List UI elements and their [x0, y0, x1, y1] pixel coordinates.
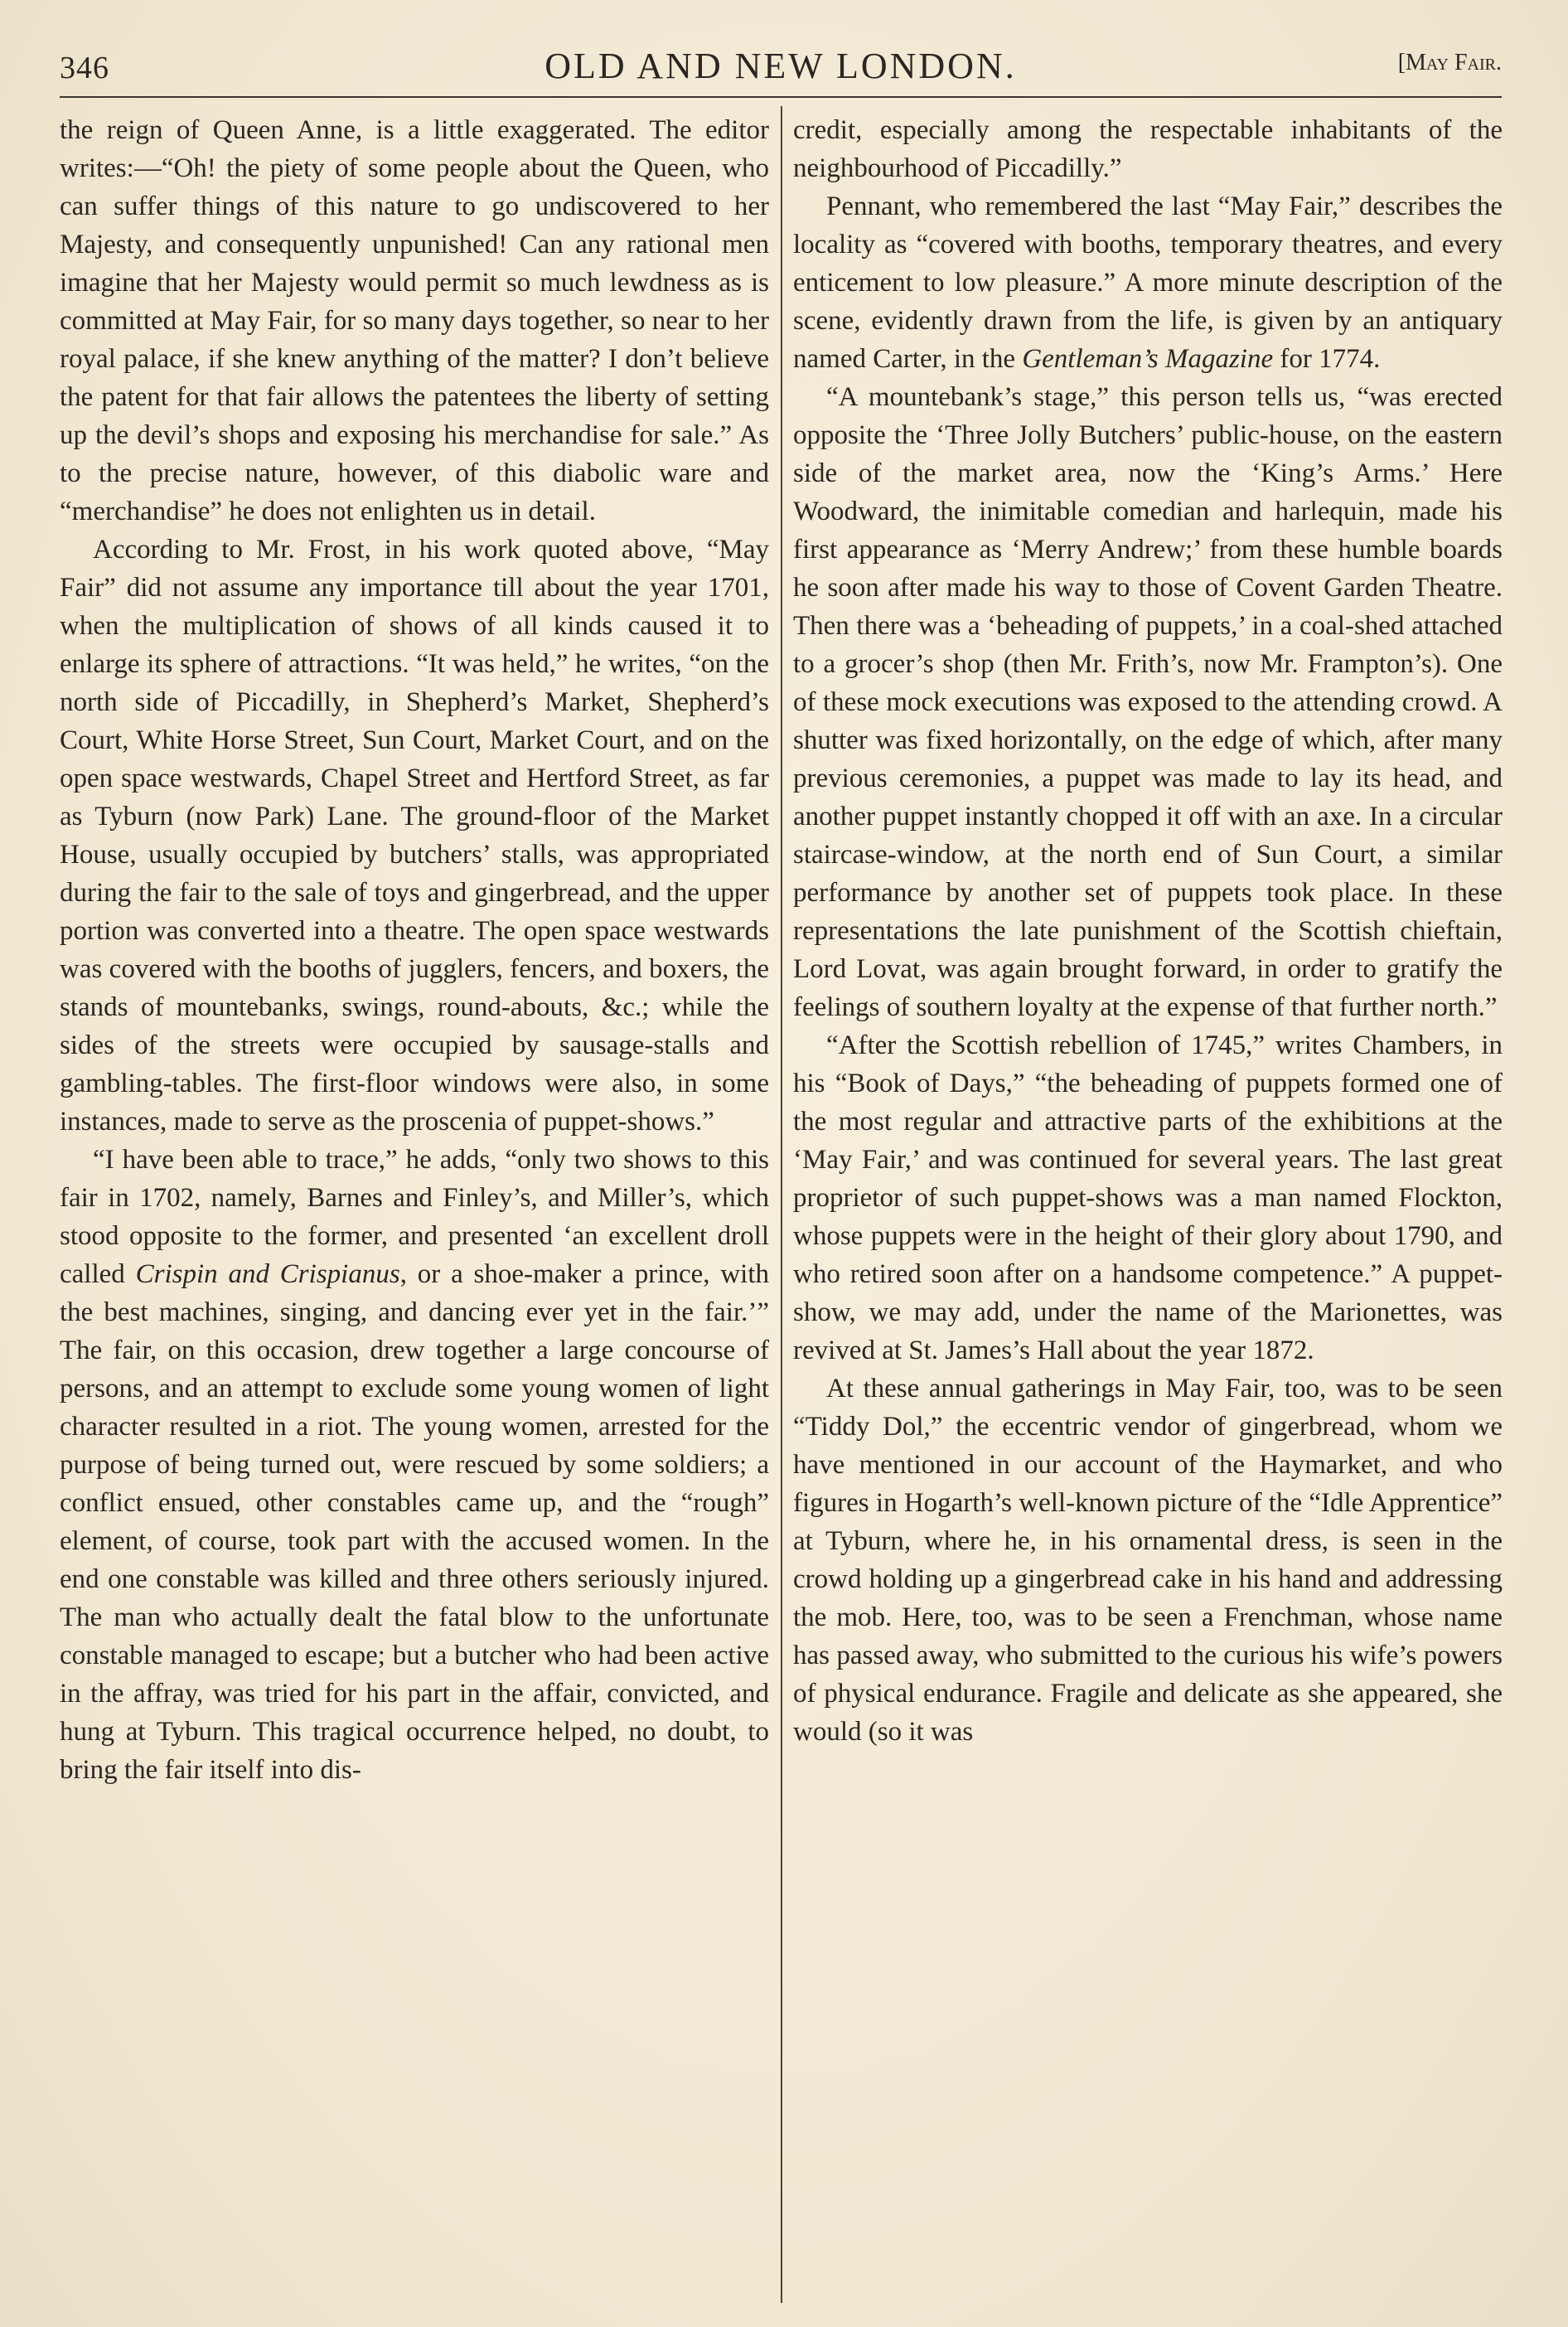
paragraph: At these annual gatherings in May Fair, too, was to be seen “Tiddy Dol,” the eccentric vendor of gingerbread, whom we have mentioned in our account of the Haymarket, and who figures in Hogarth’s well-known picture of the “Idle Apprentice” at Tyburn, where he, in his ornamental dress, is seen in the crowd holding up a gingerbread cake in his hand and addressing the mob. Here, too, was to be seen a Frenchman, whose name has passed away, who submitted to the curious his wife’s powers of physical endurance. Fragile and delicate as she appeared, she would (so it was: [793, 1374, 1503, 1747]
section-label: [May Fair.: [1397, 50, 1502, 75]
paragraph-text: , or a shoe-maker a prince, with the best machines, singing, and dancing ever yet in the fair.’” The fair, on this occasion, drew together a large concourse of persons, and an attempt to exclude some young women of light character resulted in a riot. The young women, arrested for the purpose of being turned out, were rescued by some soldiers; a conflict ensued, other constables came up, and the “rough” element, of course, took part with the accused women. In the end one constable was killed and three others seriously injured. The man who actually dealt the fatal blow to the unfortunate constable managed to escape; but a butcher who had been active in the affray, was tried for his part in the affair, convicted, and hung at Tyburn. This tragical occurrence helped, no doubt, to bring the fair itself into dis-: [60, 1259, 769, 1785]
header-rule: [60, 96, 1502, 98]
paragraph-text: Pennant, who remembered the last “May Fair,” describes the locality as “covered with booths, temporary theatres, and every enticement to low pleasure.” A more minute description of the scene, evidently drawn from the life, is given by an antiquary named Carter, in the: [793, 191, 1503, 374]
left-column: [60, 111, 769, 1789]
paragraph: According to Mr. Frost, in his work quoted above, “May Fair” did not assume any importance till about the year 1701, when the multiplication of shows of all kinds caused it to enlarge its sphere of attractions. “It was held,” he writes, “on the north side of Piccadilly, in Shepherd’s Market, Shepherd’s Court, White Horse Street, Sun Court, Market Court, and on the open space westwards, Chapel Street and Hertford Street, as far as Tyburn (now Park) Lane. The ground-floor of the Market House, usually occupied by butchers’ stalls, was appropriated during the fair to the sale of toys and gingerbread, and the upper portion was converted into a theatre. The open space westwards was covered with the booths of jugglers, fencers, and boxers, the stands of mountebanks, swings, round-abouts, &c.; while the sides of the streets were occupied by sausage-stalls and gambling-tables. The first-floor windows were also, in some instances, made to serve as the proscenia of puppet-shows.”: [60, 535, 769, 1137]
column-divider: [781, 106, 782, 2303]
italic-title: Gentleman’s Magazine: [1022, 344, 1274, 374]
page-number: 346: [60, 51, 109, 85]
paragraph: [793, 187, 1503, 378]
paragraph: “After the Scottish rebellion of 1745,” writes Chambers, in his “Book of Days,” “the beheading of puppets formed one of the most regular and attractive parts of the exhibitions at the ‘May Fair,’ and was continued for several years. The last great proprietor of such puppet-shows was a man named Flockton, whose puppets were in the height of their glory about 1790, and who retired soon after on a handsome competence.” A puppet-show, we may add, under the name of the Marionettes, was revived at St. James’s Hall about the year 1872.: [793, 1030, 1503, 1365]
running-head: [60, 43, 1502, 93]
paragraph-text: “I have been able to trace,” he adds, “only two shows to this fair in 1702, namely, Barnes and Finley’s, and Miller’s, which stood opposite to the former, and presented ‘an excellent droll called: [60, 1145, 769, 1289]
paragraph-text: for 1774.: [1273, 344, 1381, 374]
italic-title: Crispin and Crispianus: [135, 1259, 400, 1289]
paragraph: “A mountebank’s stage,” this person tells us, “was erected opposite the ‘Three Jolly Butchers’ public-house, on the eastern side of the market area, now the ‘King’s Arms.’ Here Woodward, the inimitable comedian and harlequin, made his first appearance as ‘Merry Andrew;’ from these humble boards he soon after made his way to those of Covent Garden Theatre. Then there was a ‘beheading of puppets,’ in a coal-shed attached to a grocer’s shop (then Mr. Frith’s, now Mr. Frampton’s). One of these mock executions was exposed to the attending crowd. A shutter was fixed horizontally, on the edge of which, after many previous ceremonies, a puppet was made to lay its head, and another puppet instantly chopped it off with an axe. In a circular staircase-window, at the north end of Sun Court, a similar performance by another set of puppets took place. In these representations the late punishment of the Scottish chieftain, Lord Lovat, was again brought forward, in order to gratify the feelings of southern loyalty at the expense of that further north.”: [793, 382, 1503, 1022]
paragraph: credit, especially among the respectable inhabitants of the neighbourhood of Piccadilly.”: [793, 115, 1503, 183]
running-title: OLD AND NEW LONDON.: [544, 46, 1017, 86]
right-column: [793, 111, 1503, 1751]
paragraph: the reign of Queen Anne, is a little exaggerated. The editor writes:—“Oh! the piety of some people about the Queen, who can suffer things of this nature to go undiscovered to her Majesty, and consequently unpunished! Can any rational men imagine that her Majesty would permit so much lewdness as is committed at May Fair, for so many days together, so near to her royal palace, if she knew anything of the matter? I don’t believe the patent for that fair allows the patentees the liberty of setting up the devil’s shops and exposing his merchandise for sale.” As to the precise nature, however, of this diabolic ware and “merchandise” he does not enlighten us in detail.: [60, 115, 769, 526]
paragraph: [60, 1141, 769, 1789]
